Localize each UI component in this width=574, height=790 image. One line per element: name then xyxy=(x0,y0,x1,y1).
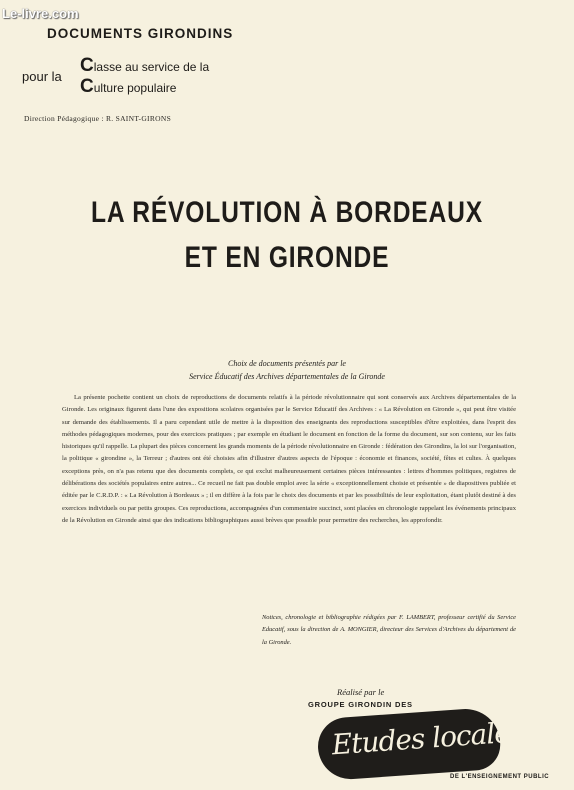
series-line-culture xyxy=(80,77,176,96)
main-title-line1: LA RÉVOLUTION À BORDEAUX xyxy=(91,196,483,229)
watermark: Le-livre.com xyxy=(2,6,79,21)
etudes-locales-text: Etudes locales xyxy=(330,715,525,762)
group-name: GROUPE GIRONDIN DES xyxy=(308,700,413,709)
etudes-locales-logo xyxy=(316,707,525,782)
intro-paragraph: La présente pochette contient un choix de reproductions de documents relatifs à la période révolutionnaire qui sont conservés aux Archives départementales de la Gironde. Les originaux figurent dans l'une des expositions scolaires organisées par le Service Educatif des Archives : « La Révolution en Gironde », qui peut être visitée sur demande des établissements. Il a paru cependant utile de mettre à la disposition des enseignants des reproductions susceptibles d'être exploitées, dans l'esprit des méthodes pédagogiques modernes, pour des exercices pratiques ; par exemple en étudiant le document en fonction de la forme du document, sur son contenu, sur les faits historiques qu'il rappelle. La plupart des pièces concernent les grands moments de la période révolutionnaire en Gironde : fédération des Girondins, la loi sur l'organisation, la politique « girondine », la Terreur ; d'autres ont été choisies afin d'illustrer d'autres aspects de l'époque : économie et finances, société, fêtes et cultes. À quelques exceptions près, on n'a pas retenu que des documents complets, ce qui exclut malheureusement certaines pièces intéressantes : lettres d'hommes politiques, registres de délibérations des sociétés populaires entre autres... Ce recueil ne fait pas double emploi avec la série « exceptionnellement choisie et présentée » de diapositives publiée et éditée par le C.R.D.P. : « La Révolution à Bordeaux » ; il en diffère à la fois par le choix des documents et par les possibilités de leur exploitation, étant plutôt destiné à des exercices individuels ou par petits groupes. Ces reproductions, accompagnées d'un commentaire succinct, sont placées en chronologie rappelant les événements principaux de la Révolution en Gironde ainsi que des indications bibliographiques aussi brèves que possible pour permettre des recherches, les approfondir. xyxy=(62,394,516,524)
enseignement-label: DE L'ENSEIGNEMENT PUBLIC xyxy=(450,774,550,780)
pedagogical-direction: Direction Pédagogique : R. SAINT-GIRONS xyxy=(24,114,172,123)
series-line1-initial: C xyxy=(80,55,94,76)
series-line1-text: lasse au service de la xyxy=(93,60,210,74)
choice-line1: Choix de documents présentés par le xyxy=(228,359,346,368)
series-line2-initial: C xyxy=(80,76,94,97)
series-line2-text: ulture populaire xyxy=(93,81,177,95)
credits-paragraph: Notices, chronologie et bibliographie rédigées par F. LAMBERT, professeur certifié du Service Educatif, sous la direction de A. MONGIER, directeur des Services d'Archives du département de la Gironde. xyxy=(262,614,516,646)
series-title: DOCUMENTS GIRONDINS xyxy=(47,26,234,41)
series-line-classe xyxy=(80,56,209,75)
series-prefix: pour la xyxy=(22,69,62,84)
realise-label: Réalisé par le xyxy=(337,687,385,697)
choice-line2: Service Éducatif des Archives départementales de la Gironde xyxy=(189,372,385,381)
main-title-line2: ET EN GIRONDE xyxy=(184,241,390,274)
